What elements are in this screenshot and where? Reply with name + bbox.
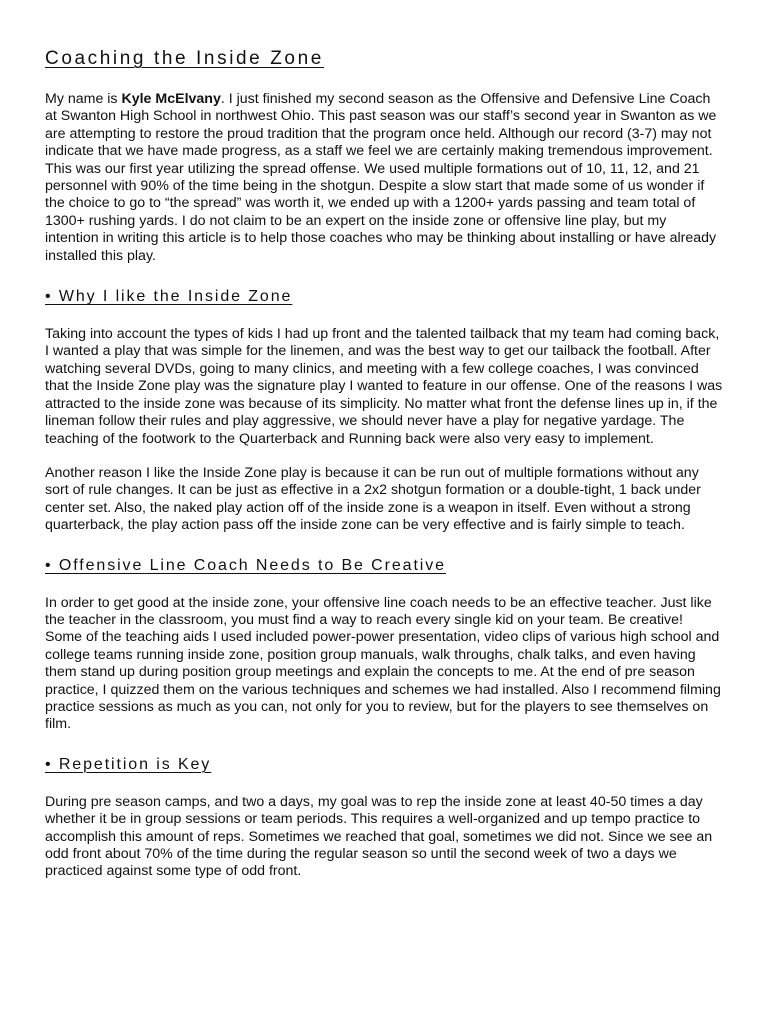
- section-repetition-paragraph-1: During pre season camps, and two a days, my goal was to rep the inside zone at least 40-50 times a day whether it be in group sessions or team periods. This requires a well-organized and up tempo practice to accomplish this amount of reps. Sometimes we reached that goal, sometimes we did not. Since we see an odd front about 70% of the time during the regular season so until the second week of two a days we practiced against some type of odd front.: [45, 793, 713, 880]
- section-heading-repetition: • Repetition is Key: [45, 755, 212, 773]
- section-heading-creative: • Offensive Line Coach Needs to Be Creative: [45, 556, 446, 574]
- section-heading-why: • Why I like the Inside Zone: [45, 288, 293, 306]
- intro-paragraph: [45, 91, 723, 265]
- section-creative-paragraph-1: In order to get good at the inside zone, your offensive line coach needs to be an effective teacher. Just like the teacher in the classroom, you must find a way to reach every single kid on your team. Be creative! Some of the teaching aids I used included power-power presentation, video clips of various high school and college teams running inside zone, position group manuals, walk throughs, chalk talks, and even having them stand up during position group meetings and explain the concepts to me. At the end of pre season practice, I quizzed them on the various techniques and schemes we had installed. Also I recommend filming practice sessions as much as you can, not only for you to review, but for the players to see themselves on film.: [45, 594, 721, 733]
- author-name: Kyle McElvany: [121, 91, 221, 107]
- intro-prefix: My name is: [45, 91, 122, 107]
- section-why-paragraph-2: Another reason I like the Inside Zone play is because it can be run out of multiple formations without any sort of rule changes. It can be just as effective in a 2x2 shotgun formation or a double-tight, 1 back under center set. Also, the naked play action off of the inside zone is a weapon in itself. Even without a strong quarterback, the play action pass off the inside zone can be very effective and is fairly simple to teach.: [45, 464, 701, 534]
- section-why-paragraph-1: Taking into account the types of kids I had up front and the talented tailback that my team had coming back, I wanted a play that was simple for the linemen, and was the best way to get our tailback the football. After watching several DVDs, going to many clinics, and meeting with a few college coaches, I was convinced that the Inside Zone play was the signature play I wanted to feature in our offense. One of the reasons I was attracted to the inside zone was because of its simplicity. No matter what front the defense lines up in, if the lineman follow their rules and play aggressive, we should never have a play for negative yardage. The teaching of the footwork to the Quarterback and Running back were also very easy to implement.: [45, 326, 723, 447]
- intro-text: . I just finished my second season as the Offensive and Defensive Line Coach at Swanton High School in northwest Ohio. This past season was our staff’s second year in Swanton as we are attempting to restore the proud tradition that the program once held. Although our record (3-7) may not indicate that we have made progress, as a staff we feel we are certainly making tremendous improvement. This was our first year utilizing the spread offense. We used multiple formations out of 10, 11, 12, and 21 personnel with 90% of the time being in the shotgun. Despite a slow start that made some of us wonder if the choice to go to “the spread” was worth it, we ended up with a 1200+ yards passing and team total of 1300+ rushing yards. I do not claim to be an expert on the inside zone or offensive line play, but my intention in writing this article is to help those coaches who may be thinking about installing or have already installed this play.: [45, 91, 717, 264]
- document-page: [45, 46, 723, 881]
- document-title: Coaching the Inside Zone: [45, 48, 324, 69]
